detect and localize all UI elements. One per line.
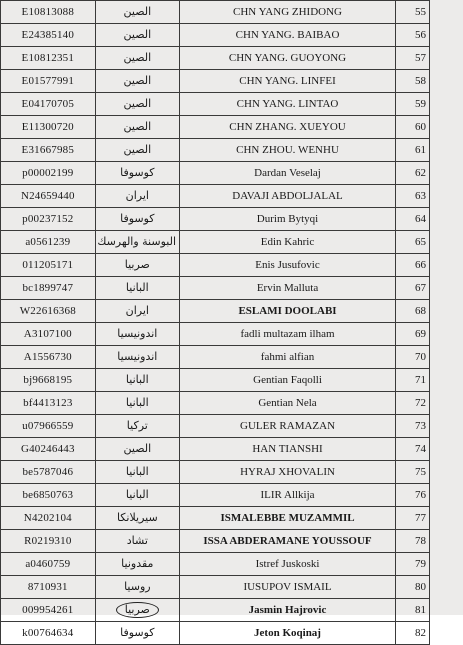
row-number xyxy=(396,277,430,300)
table-row xyxy=(1,484,430,507)
row-number-text: 69 xyxy=(415,328,426,340)
table-row xyxy=(1,530,430,553)
passport-number-text: E31667985 xyxy=(21,144,75,156)
row-number xyxy=(396,162,430,185)
country-text: تركيا xyxy=(126,419,148,432)
passport-number-text: E10813088 xyxy=(21,6,75,18)
country-text: كوسوفا xyxy=(120,166,155,179)
participant-name xyxy=(180,47,396,70)
country xyxy=(95,162,179,185)
participant-name xyxy=(180,208,396,231)
passport-number xyxy=(1,622,96,645)
participant-name-text: Jeton Koqinaj xyxy=(254,627,321,639)
participant-name xyxy=(180,553,396,576)
country-text: صربيا xyxy=(116,602,159,618)
row-number xyxy=(396,392,430,415)
row-number xyxy=(396,116,430,139)
passport-number xyxy=(1,277,96,300)
passport-number xyxy=(1,93,96,116)
row-number-text: 64 xyxy=(415,213,426,225)
participant-name xyxy=(180,1,396,24)
passport-number-text: N4202104 xyxy=(23,512,72,524)
participant-name xyxy=(180,277,396,300)
participant-name-text: CHN YANG ZHIDONG xyxy=(233,6,342,18)
row-number xyxy=(396,622,430,645)
country xyxy=(95,47,179,70)
passport-number xyxy=(1,346,96,369)
row-number xyxy=(396,346,430,369)
passport-number xyxy=(1,323,96,346)
participant-name-text: Istref Juskoski xyxy=(255,558,320,570)
row-number-text: 79 xyxy=(415,558,426,570)
table-row xyxy=(1,576,430,599)
country xyxy=(95,116,179,139)
row-number-text: 71 xyxy=(415,374,426,386)
row-number-text: 81 xyxy=(415,604,426,616)
table-row xyxy=(1,254,430,277)
participant-name-text: CHN YANG. LINFEI xyxy=(239,75,336,87)
participant-name xyxy=(180,139,396,162)
passport-number xyxy=(1,530,96,553)
participant-name xyxy=(180,392,396,415)
country-text: كوسوفا xyxy=(120,626,155,639)
row-number-text: 61 xyxy=(415,144,426,156)
country-text: الصين xyxy=(123,28,152,41)
country-text: البوسنة والهرسك xyxy=(97,235,176,248)
row-number xyxy=(396,254,430,277)
row-number xyxy=(396,231,430,254)
country xyxy=(95,300,179,323)
participant-name-text: fadli multazam ilham xyxy=(240,328,335,340)
row-number xyxy=(396,461,430,484)
country-text: صربيا xyxy=(124,258,150,271)
passport-number-text: E11300720 xyxy=(21,121,74,133)
row-number-text: 57 xyxy=(415,52,426,64)
participant-name-text: Gentian Nela xyxy=(258,397,317,409)
participant-name xyxy=(180,300,396,323)
row-number-text: 80 xyxy=(415,581,426,593)
participant-name-text: GULER RAMAZAN xyxy=(240,420,336,432)
passport-number xyxy=(1,461,96,484)
country xyxy=(95,484,179,507)
passport-number xyxy=(1,254,96,277)
country-text: الصين xyxy=(123,97,152,110)
row-number xyxy=(396,576,430,599)
row-number-text: 56 xyxy=(415,29,426,41)
participant-name xyxy=(180,346,396,369)
passport-number-text: W22616368 xyxy=(19,305,76,317)
country xyxy=(95,185,179,208)
table-row xyxy=(1,231,430,254)
row-number xyxy=(396,1,430,24)
row-number xyxy=(396,323,430,346)
passport-number xyxy=(1,231,96,254)
participant-name xyxy=(180,415,396,438)
participant-name xyxy=(180,185,396,208)
participant-name-text: Durim Bytyqi xyxy=(256,213,319,225)
table-row xyxy=(1,392,430,415)
table-row xyxy=(1,461,430,484)
table-row xyxy=(1,300,430,323)
country xyxy=(95,461,179,484)
participant-name-text: ESLAMI DOOLABI xyxy=(238,305,337,317)
country-text: الصين xyxy=(123,51,152,64)
country xyxy=(95,507,179,530)
passport-number-text: 8710931 xyxy=(27,581,68,593)
country xyxy=(95,323,179,346)
row-number-text: 70 xyxy=(415,351,426,363)
passport-number xyxy=(1,208,96,231)
table-row xyxy=(1,415,430,438)
participant-name-text: CHN YANG. BAIBAO xyxy=(235,29,340,41)
passport-number xyxy=(1,484,96,507)
passport-number-text: A1556730 xyxy=(23,351,72,363)
table-row xyxy=(1,599,430,622)
passport-number-text: bj9668195 xyxy=(23,374,73,386)
country xyxy=(95,1,179,24)
country xyxy=(95,622,179,645)
participant-name xyxy=(180,369,396,392)
table-row xyxy=(1,346,430,369)
passport-number-text: k00764634 xyxy=(22,627,74,639)
passport-number xyxy=(1,116,96,139)
row-number-text: 63 xyxy=(415,190,426,202)
row-number-text: 68 xyxy=(415,305,426,317)
country-text: الصين xyxy=(123,442,152,455)
country xyxy=(95,208,179,231)
participant-name xyxy=(180,323,396,346)
passport-number-text: be6850763 xyxy=(22,489,74,501)
row-number-text: 77 xyxy=(415,512,426,524)
table-row xyxy=(1,622,430,645)
participant-name xyxy=(180,116,396,139)
table-row xyxy=(1,369,430,392)
passport-number-text: p00002199 xyxy=(22,167,74,179)
country xyxy=(95,392,179,415)
participant-name-text: Enis Jusufovic xyxy=(255,259,320,271)
table-row xyxy=(1,208,430,231)
participant-name-text: HYRAJ XHOVALIN xyxy=(240,466,335,478)
country-text: البانيا xyxy=(125,465,149,478)
country-text: اندونيسيا xyxy=(117,327,158,340)
participant-name-text: Ervin Malluta xyxy=(256,282,319,294)
participant-name-text: ISMALEBBE MUZAMMIL xyxy=(220,512,355,524)
table-row xyxy=(1,507,430,530)
country xyxy=(95,277,179,300)
passport-number-text: 011205171 xyxy=(22,259,74,271)
row-number xyxy=(396,139,430,162)
participant-name-text: DAVAJI ABDOLJALAL xyxy=(232,190,343,202)
participant-name xyxy=(180,507,396,530)
country xyxy=(95,599,179,622)
participant-name xyxy=(180,254,396,277)
country-text: روسيا xyxy=(124,580,151,593)
participant-name-text: fahmi alfian xyxy=(260,351,315,363)
passport-number-text: G40246443 xyxy=(20,443,75,455)
table-body xyxy=(1,1,430,645)
passport-number xyxy=(1,369,96,392)
row-number xyxy=(396,70,430,93)
passport-number xyxy=(1,47,96,70)
row-number-text: 59 xyxy=(415,98,426,110)
participant-name xyxy=(180,438,396,461)
country-text: الصين xyxy=(123,74,152,87)
participant-name xyxy=(180,162,396,185)
passport-number xyxy=(1,162,96,185)
country-text: ايران xyxy=(125,304,149,317)
participant-name xyxy=(180,24,396,47)
participant-name xyxy=(180,93,396,116)
passport-number xyxy=(1,507,96,530)
country-text: ايران xyxy=(125,189,149,202)
row-number xyxy=(396,415,430,438)
passport-number-text: bf4413123 xyxy=(23,397,73,409)
row-number xyxy=(396,484,430,507)
country xyxy=(95,415,179,438)
country xyxy=(95,139,179,162)
passport-number xyxy=(1,415,96,438)
passport-number xyxy=(1,553,96,576)
row-number-text: 74 xyxy=(415,443,426,455)
passport-number xyxy=(1,300,96,323)
participant-name-text: CHN YANG. GUOYONG xyxy=(228,52,347,64)
participant-name xyxy=(180,484,396,507)
table-row xyxy=(1,70,430,93)
table-row xyxy=(1,277,430,300)
country xyxy=(95,576,179,599)
row-number-text: 76 xyxy=(415,489,426,501)
row-number xyxy=(396,93,430,116)
row-number xyxy=(396,24,430,47)
passport-number xyxy=(1,139,96,162)
passport-number-text: N24659440 xyxy=(20,190,75,202)
passport-number-text: a0460759 xyxy=(25,558,71,570)
passport-number-text: be5787046 xyxy=(22,466,74,478)
row-number xyxy=(396,530,430,553)
row-number xyxy=(396,553,430,576)
country-text: الصين xyxy=(123,120,152,133)
passport-number xyxy=(1,576,96,599)
row-number xyxy=(396,47,430,70)
country xyxy=(95,231,179,254)
row-number xyxy=(396,208,430,231)
passport-number xyxy=(1,1,96,24)
country xyxy=(95,70,179,93)
row-number-text: 82 xyxy=(415,627,426,639)
country xyxy=(95,254,179,277)
table-row xyxy=(1,24,430,47)
row-number-text: 67 xyxy=(415,282,426,294)
participant-name xyxy=(180,461,396,484)
country-text: سيريلانكا xyxy=(116,511,158,524)
country xyxy=(95,530,179,553)
table-row xyxy=(1,323,430,346)
participant-name-text: ILIR Allkija xyxy=(260,489,315,501)
passport-number xyxy=(1,185,96,208)
country-text: البانيا xyxy=(125,281,149,294)
country xyxy=(95,369,179,392)
country xyxy=(95,346,179,369)
passport-number-text: E04170705 xyxy=(21,98,75,110)
participant-name-text: ISSA ABDERAMANE YOUSSOUF xyxy=(203,535,372,547)
participant-name xyxy=(180,530,396,553)
table-row xyxy=(1,139,430,162)
participant-name-text: CHN ZHANG. XUEYOU xyxy=(229,121,346,133)
passport-number-text: u07966559 xyxy=(22,420,74,432)
country-text: اندونيسيا xyxy=(117,350,158,363)
country xyxy=(95,24,179,47)
row-number xyxy=(396,507,430,530)
participant-name-text: IUSUPOV ISMAIL xyxy=(243,581,332,593)
table-row xyxy=(1,47,430,70)
country-text: البانيا xyxy=(125,488,149,501)
table-row xyxy=(1,553,430,576)
passport-number-text: bc1899747 xyxy=(22,282,74,294)
row-number-text: 65 xyxy=(415,236,426,248)
row-number-text: 58 xyxy=(415,75,426,87)
participant-name-text: Edin Kahric xyxy=(260,236,315,248)
passport-number-text: E01577991 xyxy=(21,75,75,87)
country-text: الصين xyxy=(123,5,152,18)
row-number xyxy=(396,599,430,622)
row-number-text: 73 xyxy=(415,420,426,432)
country xyxy=(95,553,179,576)
participant-name xyxy=(180,622,396,645)
table-row xyxy=(1,1,430,24)
passport-number xyxy=(1,392,96,415)
row-number-text: 72 xyxy=(415,397,426,409)
row-number-text: 78 xyxy=(415,535,426,547)
country-text: الصين xyxy=(123,143,152,156)
passport-number-text: E10812351 xyxy=(21,52,75,64)
passport-number-text: R0219310 xyxy=(24,535,72,547)
participant-name-text: Dardan Veselaj xyxy=(254,167,321,179)
row-number xyxy=(396,300,430,323)
passport-number-text: a0561239 xyxy=(25,236,71,248)
table-row xyxy=(1,438,430,461)
passport-number xyxy=(1,70,96,93)
passport-number-text: 009954261 xyxy=(22,604,74,616)
country-text: تشاد xyxy=(126,534,148,547)
passport-number xyxy=(1,438,96,461)
row-number xyxy=(396,438,430,461)
participant-name xyxy=(180,70,396,93)
participant-name xyxy=(180,231,396,254)
row-number-text: 62 xyxy=(415,167,426,179)
passport-number-text: p00237152 xyxy=(22,213,74,225)
passport-number xyxy=(1,24,96,47)
passport-number-text: A3107100 xyxy=(23,328,72,340)
country xyxy=(95,93,179,116)
participant-name-text: CHN ZHOU. WENHU xyxy=(236,144,339,156)
passport-number xyxy=(1,599,96,622)
participant-name-text: HAN TIANSHI xyxy=(252,443,323,455)
table-row xyxy=(1,116,430,139)
participant-name xyxy=(180,599,396,622)
country-text: مقدونيا xyxy=(121,557,154,570)
country-text: البانيا xyxy=(125,373,149,386)
table-row xyxy=(1,162,430,185)
country-text: كوسوفا xyxy=(120,212,155,225)
row-number-text: 60 xyxy=(415,121,426,133)
participant-name xyxy=(180,576,396,599)
row-number xyxy=(396,185,430,208)
country-text: البانيا xyxy=(125,396,149,409)
participant-name-text: CHN YANG. LINTAO xyxy=(236,98,339,110)
row-number xyxy=(396,369,430,392)
table-row xyxy=(1,185,430,208)
country xyxy=(95,438,179,461)
row-number-text: 75 xyxy=(415,466,426,478)
table-row xyxy=(1,93,430,116)
passport-number-text: E24385140 xyxy=(21,29,75,41)
participant-name-text: Gentian Faqolli xyxy=(253,374,322,386)
participant-name-text: Jasmin Hajrovic xyxy=(248,604,327,616)
row-number-text: 66 xyxy=(415,259,426,271)
row-number-text: 55 xyxy=(415,6,426,18)
